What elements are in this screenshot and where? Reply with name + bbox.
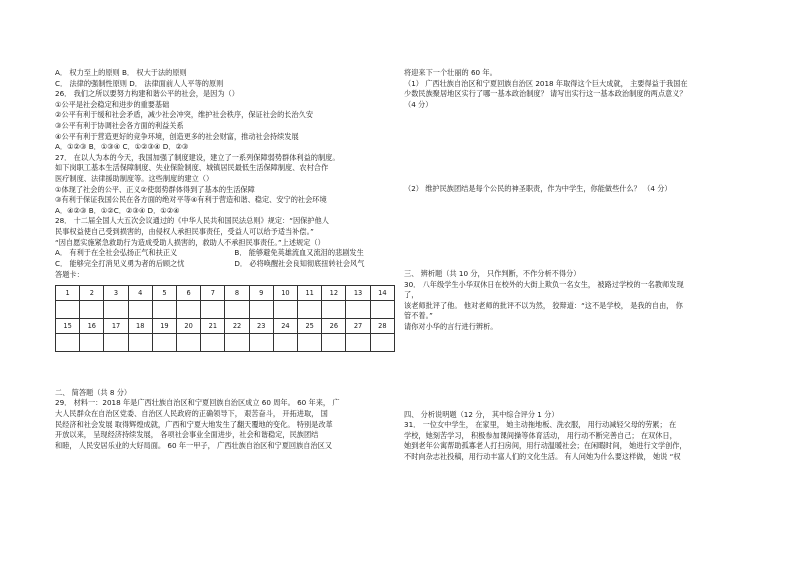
answer-number: 17 bbox=[104, 318, 128, 333]
q26-item: ③公平有利于协调社会各方面的利益关系 bbox=[55, 120, 184, 130]
q25-option-line: A． 权力至上的原则 B． 权大于法的原则 bbox=[55, 68, 187, 77]
answer-cell bbox=[322, 333, 346, 351]
answer-cell bbox=[346, 300, 370, 318]
answer-number: 5 bbox=[152, 285, 176, 300]
q27-line: ③有利于保证我国公民在各方面的绝对平等④有利于营造和谐、稳定、安宁的社会环境 bbox=[55, 195, 327, 205]
answer-cell bbox=[201, 300, 225, 318]
answer-cell bbox=[370, 333, 394, 351]
answer-number: 2 bbox=[80, 285, 104, 300]
answer-cell bbox=[249, 300, 273, 318]
answer-number: 28 bbox=[370, 318, 394, 333]
answer-blank-row bbox=[56, 333, 395, 351]
q28-options-row bbox=[55, 259, 400, 270]
section-3-title: 三、 辨析题（共 10 分， 只作判断，不作分析不得分） bbox=[404, 268, 581, 278]
answer-number: 27 bbox=[346, 318, 370, 333]
q29-line: 和睦， 人民安居乐业的大好局面。 60 年一甲子， 广西壮族自治区和宁夏回族自治区又 bbox=[55, 440, 333, 450]
q31-line: 她到老年公寓帮助孤寡老人打扫房间，用行动温暖社会；在闲暇时间， 她进行文学创作， bbox=[404, 441, 687, 451]
answer-cell bbox=[177, 333, 201, 351]
answer-number: 11 bbox=[298, 285, 322, 300]
q31-line: 不时向杂志社投稿，用行动丰富人们的文化生活。 有人问她为什么要这样做， 她说 “权 bbox=[404, 451, 681, 461]
answer-cell bbox=[80, 300, 104, 318]
q29-sub1-line: 少数民族聚居地区实行了哪一基本政治制度？ 请写出实行这一基本政治制度的两点意义？ bbox=[404, 89, 687, 99]
q28-option: C． 能够完全打消见义勇为者的后顾之忧 bbox=[55, 258, 185, 268]
q26-options: A．①②③ B．①③④ C．①②③④ D．②③ bbox=[55, 142, 189, 152]
q27-line: 医疗制度、法律援助制度等。这些制度的建立（） bbox=[55, 173, 214, 183]
answer-cell bbox=[152, 300, 176, 318]
q30-line: 了， bbox=[404, 290, 419, 300]
answer-cell bbox=[128, 333, 152, 351]
answer-number: 25 bbox=[298, 318, 322, 333]
q30-line: 管不着。” bbox=[404, 311, 433, 321]
q29-line: 29． 材料一：2018 年是广西壮族自治区和宁夏回族自治区成立 60 周年。 60 年来， 广 bbox=[55, 398, 340, 408]
answer-number: 14 bbox=[370, 285, 394, 300]
answer-cell bbox=[346, 333, 370, 351]
answer-cell bbox=[225, 333, 249, 351]
q29-sub2: （2） 维护民族团结是每个公民的神圣职责，作为中学生，你能做些什么？ （4 分） bbox=[404, 184, 672, 194]
answer-cell bbox=[225, 300, 249, 318]
q27-line: ①体现了社会的公平、正义②使弱势群体得到了基本的生活保障 bbox=[55, 184, 255, 194]
q26-stem: 26． 我们之所以要努力构建和谐公平的社会，是因为（） bbox=[55, 89, 239, 99]
q28-line: 民事权益使自己受到损害的，由侵权人承担民事责任，受益人可以给予适当补偿。” bbox=[55, 226, 314, 236]
answer-number: 15 bbox=[56, 318, 80, 333]
answer-cell bbox=[298, 333, 322, 351]
q29-continuation: 将迎来下一个壮丽的 60 年。 bbox=[404, 68, 497, 77]
answer-number: 12 bbox=[322, 285, 346, 300]
answer-table bbox=[55, 285, 395, 352]
answer-number: 4 bbox=[128, 285, 152, 300]
answer-cell bbox=[177, 300, 201, 318]
answer-number: 24 bbox=[273, 318, 297, 333]
answer-number: 10 bbox=[273, 285, 297, 300]
answer-card-label: 答题卡： bbox=[55, 270, 84, 280]
answer-cell bbox=[104, 300, 128, 318]
q26-item: ④公平有利于营造更好的竞争环境，创造更多的社会财富，推动社会持续发展 bbox=[55, 131, 299, 141]
answer-cell bbox=[56, 333, 80, 351]
q31-line: 学校，她刻苦学习， 积极参加课间操等体育活动， 用行动不断完善自己； 在双休日， bbox=[404, 430, 677, 440]
q27-options: A．④②③ B．①②C．②③④ D．①②④ bbox=[55, 205, 180, 215]
q31-line: 31． 一位女中学生， 在家里， 她主动拖地板、洗衣服， 用行动减轻父母的劳累； 在 bbox=[404, 420, 677, 430]
answer-number: 1 bbox=[56, 285, 80, 300]
answer-cell bbox=[80, 333, 104, 351]
answer-blank-row bbox=[56, 300, 395, 318]
answer-cell bbox=[249, 333, 273, 351]
answer-number: 8 bbox=[225, 285, 249, 300]
q30-line: 30． 八年级学生小华双休日在校外的大街上欺负一名女生， 被路过学校的一名教师发现 bbox=[404, 279, 684, 289]
answer-number: 18 bbox=[128, 318, 152, 333]
answer-number: 9 bbox=[249, 285, 273, 300]
q27-line: 如下岗职工基本生活保障制度、失业保险制度、城镇居民最低生活保障制度、农村合作 bbox=[55, 163, 329, 173]
answer-cell bbox=[104, 333, 128, 351]
answer-cell bbox=[370, 300, 394, 318]
q28-option: B． 能够避免英雄流血又流泪的悲剧发生 bbox=[234, 248, 364, 258]
q28-option: A． 有利于在全社会弘扬正气和扶正义 bbox=[55, 248, 178, 258]
answer-number: 3 bbox=[104, 285, 128, 300]
answer-cell bbox=[298, 300, 322, 318]
answer-cell bbox=[273, 333, 297, 351]
q29-line: 开放以来， 呈现经济持续发展， 各项社会事业全面进步，社会和谐稳定，民族团结 bbox=[55, 430, 319, 440]
answer-number: 22 bbox=[225, 318, 249, 333]
q26-item: ①公平是社会稳定和进步的重要基础 bbox=[55, 99, 170, 109]
q29-line: 民经济和社会发展 取得辉煌成就，广西和宁夏大地发生了翻天覆地的变化。 特别是改革 bbox=[55, 419, 333, 429]
answer-cell bbox=[56, 300, 80, 318]
q29-line: 大人民群众在自治区党委、自治区人民政府的正确领导下， 艰苦奋斗， 开拓进取， 国 bbox=[55, 409, 328, 419]
answer-number: 26 bbox=[322, 318, 346, 333]
q29-sub1-line: （1） 广西壮族自治区和宁夏回族自治区 2018 年取得这个巨大成就， 主要得益于我国在 bbox=[404, 78, 688, 88]
q28-line: “因自愿实施紧急救助行为造成受助人损害的，救助人不承担民事责任。”上述规定（） bbox=[55, 237, 325, 247]
q28-option: D． 必将唤醒社会良知彻底扭转社会风气 bbox=[234, 258, 365, 268]
q30-line: 该老师批评了他。 他对老师的批评不以为然， 狡辩道：“这不是学校， 是我的自由， 你 bbox=[404, 300, 683, 310]
answer-cell bbox=[152, 333, 176, 351]
section-4-title: 四、 分析说明题（12 分， 其中综合评分 1 分） bbox=[404, 409, 559, 419]
answer-number: 20 bbox=[177, 318, 201, 333]
answer-cell bbox=[322, 300, 346, 318]
answer-cell bbox=[201, 333, 225, 351]
answer-number-row bbox=[56, 318, 395, 333]
answer-cell bbox=[128, 300, 152, 318]
answer-number: 16 bbox=[80, 318, 104, 333]
q29-sub1-line: （4 分） bbox=[404, 99, 433, 109]
answer-number: 23 bbox=[249, 318, 273, 333]
q28-options-row bbox=[55, 248, 400, 259]
answer-cell bbox=[273, 300, 297, 318]
right-column bbox=[404, 68, 776, 463]
answer-number-row bbox=[56, 285, 395, 300]
q27-line: 27． 在以人为本的今天，我国加强了制度建设，建立了一系列保障弱势群体利益的制度。 bbox=[55, 152, 340, 162]
section-2-title: 二、 简答题（共 8 分） bbox=[55, 387, 132, 397]
q30-line: 请你对小华的言行进行辨析。 bbox=[404, 321, 498, 331]
q25-option-line: C． 法律的强制性原则 D． 法律面前人人平等的原则 bbox=[55, 78, 224, 88]
left-column bbox=[55, 68, 400, 451]
answer-number: 6 bbox=[177, 285, 201, 300]
answer-number: 13 bbox=[346, 285, 370, 300]
answer-number: 19 bbox=[152, 318, 176, 333]
answer-number: 7 bbox=[201, 285, 225, 300]
answer-number: 21 bbox=[201, 318, 225, 333]
q28-line: 28． 十二届全国人大五次会议通过的《中华人民共和国民法总则》规定：“因保护他人 bbox=[55, 216, 329, 226]
q26-item: ②公平有利于缓和社会矛盾，减少社会冲突，维护社会秩序，保证社会的长治久安 bbox=[55, 110, 314, 120]
